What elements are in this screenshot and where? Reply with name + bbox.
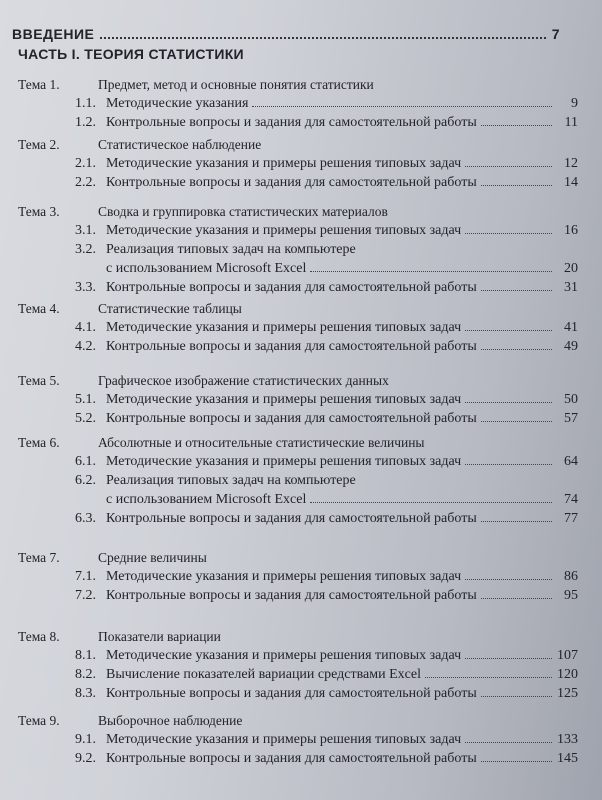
leader-dots — [481, 521, 552, 522]
entry-number: 4.1. — [75, 320, 96, 335]
entry-page: 41 — [564, 320, 578, 335]
leader-dots — [481, 290, 552, 291]
toc-entry — [18, 471, 578, 490]
toc-entry — [18, 730, 578, 749]
toc-entry — [18, 154, 578, 173]
entry-title: Методические указания — [106, 96, 249, 111]
leader-dots — [481, 185, 552, 186]
topic-heading — [18, 76, 578, 94]
leader-dots — [465, 742, 552, 743]
entry-title: Методические указания и примеры решения типовых задач — [106, 648, 462, 663]
entry-number: 9.1. — [75, 732, 96, 747]
entry-title: Методические указания и примеры решения типовых задач — [106, 223, 462, 238]
entry-title: Вычисление показателей вариации средствами Excel — [106, 667, 421, 682]
topic-title: Показатели вариации — [98, 629, 221, 644]
entry-page: 95 — [564, 588, 578, 603]
topic-number: Тема 8. — [18, 629, 60, 644]
entry-title: Методические указания и примеры решения типовых задач — [106, 392, 462, 407]
topic-heading — [18, 372, 578, 390]
leader-dots — [310, 271, 552, 272]
topic-number: Тема 9. — [18, 713, 60, 728]
toc-entry — [18, 452, 578, 471]
entry-number: 8.1. — [75, 648, 96, 663]
entry-title: Контрольные вопросы и задания для самостоятельной работы — [106, 115, 477, 130]
leader-dots — [310, 502, 552, 503]
topic-block — [18, 76, 578, 132]
entry-title: Контрольные вопросы и задания для самостоятельной работы — [106, 511, 477, 526]
leader-dots — [465, 233, 552, 234]
leader-dots — [465, 464, 552, 465]
leader-dots — [465, 658, 552, 659]
entry-page: 16 — [564, 223, 578, 238]
toc-entry — [18, 586, 578, 605]
entry-page: 125 — [557, 686, 578, 701]
entry-title: Методические указания и примеры решения типовых задач — [106, 732, 462, 747]
entry-number: 6.1. — [75, 454, 96, 469]
entry-page: 31 — [564, 280, 578, 295]
entry-title: Контрольные вопросы и задания для самостоятельной работы — [106, 751, 477, 766]
entry-page: 50 — [564, 392, 578, 407]
toc-entry — [18, 665, 578, 684]
toc-entry — [18, 409, 578, 428]
topic-block — [18, 434, 578, 528]
entry-number: 3.2. — [75, 242, 96, 257]
leader-dots — [481, 761, 552, 762]
topic-heading — [18, 203, 578, 221]
leader-dots — [481, 696, 552, 697]
topic-title: Средние величины — [98, 550, 207, 565]
toc-entry — [18, 337, 578, 356]
intro-entry — [12, 26, 560, 42]
entry-page: 120 — [557, 667, 578, 682]
topic-block — [18, 136, 578, 192]
entry-number: 5.1. — [75, 392, 96, 407]
topic-title: Графическое изображение статистических данных — [98, 373, 389, 388]
entry-number: 4.2. — [75, 339, 96, 354]
entry-page: 49 — [564, 339, 578, 354]
toc-entry — [18, 221, 578, 240]
entry-number: 7.2. — [75, 588, 96, 603]
entry-title: Контрольные вопросы и задания для самостоятельной работы — [106, 686, 477, 701]
entry-number: 1.1. — [75, 96, 96, 111]
entry-number: 1.2. — [75, 115, 96, 130]
entry-number: 3.3. — [75, 280, 96, 295]
intro-title: ВВЕДЕНИЕ — [12, 26, 95, 42]
leader-dots — [425, 677, 552, 678]
entry-title: Контрольные вопросы и задания для самостоятельной работы — [106, 175, 477, 190]
topic-number: Тема 2. — [18, 137, 60, 152]
entry-number: 3.1. — [75, 223, 96, 238]
entry-number: 8.3. — [75, 686, 96, 701]
intro-page: 7 — [551, 26, 560, 42]
topic-number: Тема 7. — [18, 550, 60, 565]
entry-number: 6.3. — [75, 511, 96, 526]
topic-block — [18, 549, 578, 605]
topic-heading — [18, 712, 578, 730]
leader-dots — [465, 579, 552, 580]
part-heading: ЧАСТЬ I. ТЕОРИЯ СТАТИСТИКИ — [18, 46, 244, 62]
topic-heading — [18, 300, 578, 318]
entry-title: Реализация типовых задач на компьютере — [106, 473, 356, 488]
entry-page: 107 — [557, 648, 578, 663]
topic-number: Тема 6. — [18, 435, 60, 450]
toc-entry — [18, 94, 578, 113]
entry-page: 14 — [564, 175, 578, 190]
topic-heading — [18, 434, 578, 452]
entry-title: Реализация типовых задач на компьютере — [106, 242, 356, 257]
entry-title: Методические указания и примеры решения типовых задач — [106, 454, 462, 469]
topic-block — [18, 300, 578, 356]
entry-title-continued: с использованием Microsoft Excel — [106, 261, 307, 276]
toc-entry — [18, 240, 578, 259]
topic-heading — [18, 628, 578, 646]
entry-number: 2.2. — [75, 175, 96, 190]
entry-title: Методические указания и примеры решения типовых задач — [106, 320, 462, 335]
entry-title-continued: с использованием Microsoft Excel — [106, 492, 307, 507]
leader-dots — [481, 125, 552, 126]
entry-page: 86 — [564, 569, 578, 584]
toc-entry — [18, 684, 578, 703]
entry-page: 133 — [557, 732, 578, 747]
leader-dots — [481, 349, 552, 350]
entry-number: 5.2. — [75, 411, 96, 426]
entry-title: Контрольные вопросы и задания для самостоятельной работы — [106, 588, 477, 603]
entry-number: 8.2. — [75, 667, 96, 682]
topic-number: Тема 1. — [18, 77, 60, 92]
entry-page: 57 — [564, 411, 578, 426]
leader-dots — [465, 402, 552, 403]
topic-number: Тема 5. — [18, 373, 60, 388]
toc-entry — [18, 278, 578, 297]
entry-page: 64 — [564, 454, 578, 469]
entry-title: Контрольные вопросы и задания для самостоятельной работы — [106, 411, 477, 426]
topic-title: Абсолютные и относительные статистические величины — [98, 435, 425, 450]
leader-dots — [465, 166, 552, 167]
topic-heading — [18, 136, 578, 154]
topic-title: Предмет, метод и основные понятия статистики — [98, 77, 374, 92]
toc-entry — [18, 259, 578, 278]
entry-page: 11 — [564, 115, 578, 130]
entry-page: 9 — [571, 96, 578, 111]
entry-number: 7.1. — [75, 569, 96, 584]
topic-title: Выборочное наблюдение — [98, 713, 243, 728]
topic-title: Статистические таблицы — [98, 301, 242, 316]
entry-page: 74 — [564, 492, 578, 507]
entry-number: 9.2. — [75, 751, 96, 766]
toc-entry — [18, 749, 578, 768]
toc-entry — [18, 113, 578, 132]
toc-entry — [18, 509, 578, 528]
toc-entry — [18, 318, 578, 337]
entry-page: 20 — [564, 261, 578, 276]
topic-number: Тема 3. — [18, 204, 60, 219]
entry-number: 2.1. — [75, 156, 96, 171]
entry-page: 12 — [564, 156, 578, 171]
entry-title: Контрольные вопросы и задания для самостоятельной работы — [106, 280, 477, 295]
leader-dots — [252, 106, 552, 107]
entry-title: Контрольные вопросы и задания для самостоятельной работы — [106, 339, 477, 354]
topic-block — [18, 628, 578, 703]
topic-title: Статистическое наблюдение — [98, 137, 262, 152]
toc-entry — [18, 567, 578, 586]
toc-entry — [18, 646, 578, 665]
entry-page: 77 — [564, 511, 578, 526]
leader-dots — [481, 598, 552, 599]
leader-dots — [465, 330, 552, 331]
entry-page: 145 — [557, 751, 578, 766]
toc-entry — [18, 390, 578, 409]
topic-title: Сводка и группировка статистических материалов — [98, 204, 388, 219]
leader-dots — [100, 37, 545, 39]
toc-entry — [18, 490, 578, 509]
leader-dots — [481, 421, 552, 422]
toc-entry — [18, 173, 578, 192]
topic-heading — [18, 549, 578, 567]
topic-block — [18, 712, 578, 768]
entry-number: 6.2. — [75, 473, 96, 488]
topic-number: Тема 4. — [18, 301, 60, 316]
topic-block — [18, 203, 578, 297]
entry-title: Методические указания и примеры решения типовых задач — [106, 569, 462, 584]
topic-block — [18, 372, 578, 428]
entry-title: Методические указания и примеры решения типовых задач — [106, 156, 462, 171]
